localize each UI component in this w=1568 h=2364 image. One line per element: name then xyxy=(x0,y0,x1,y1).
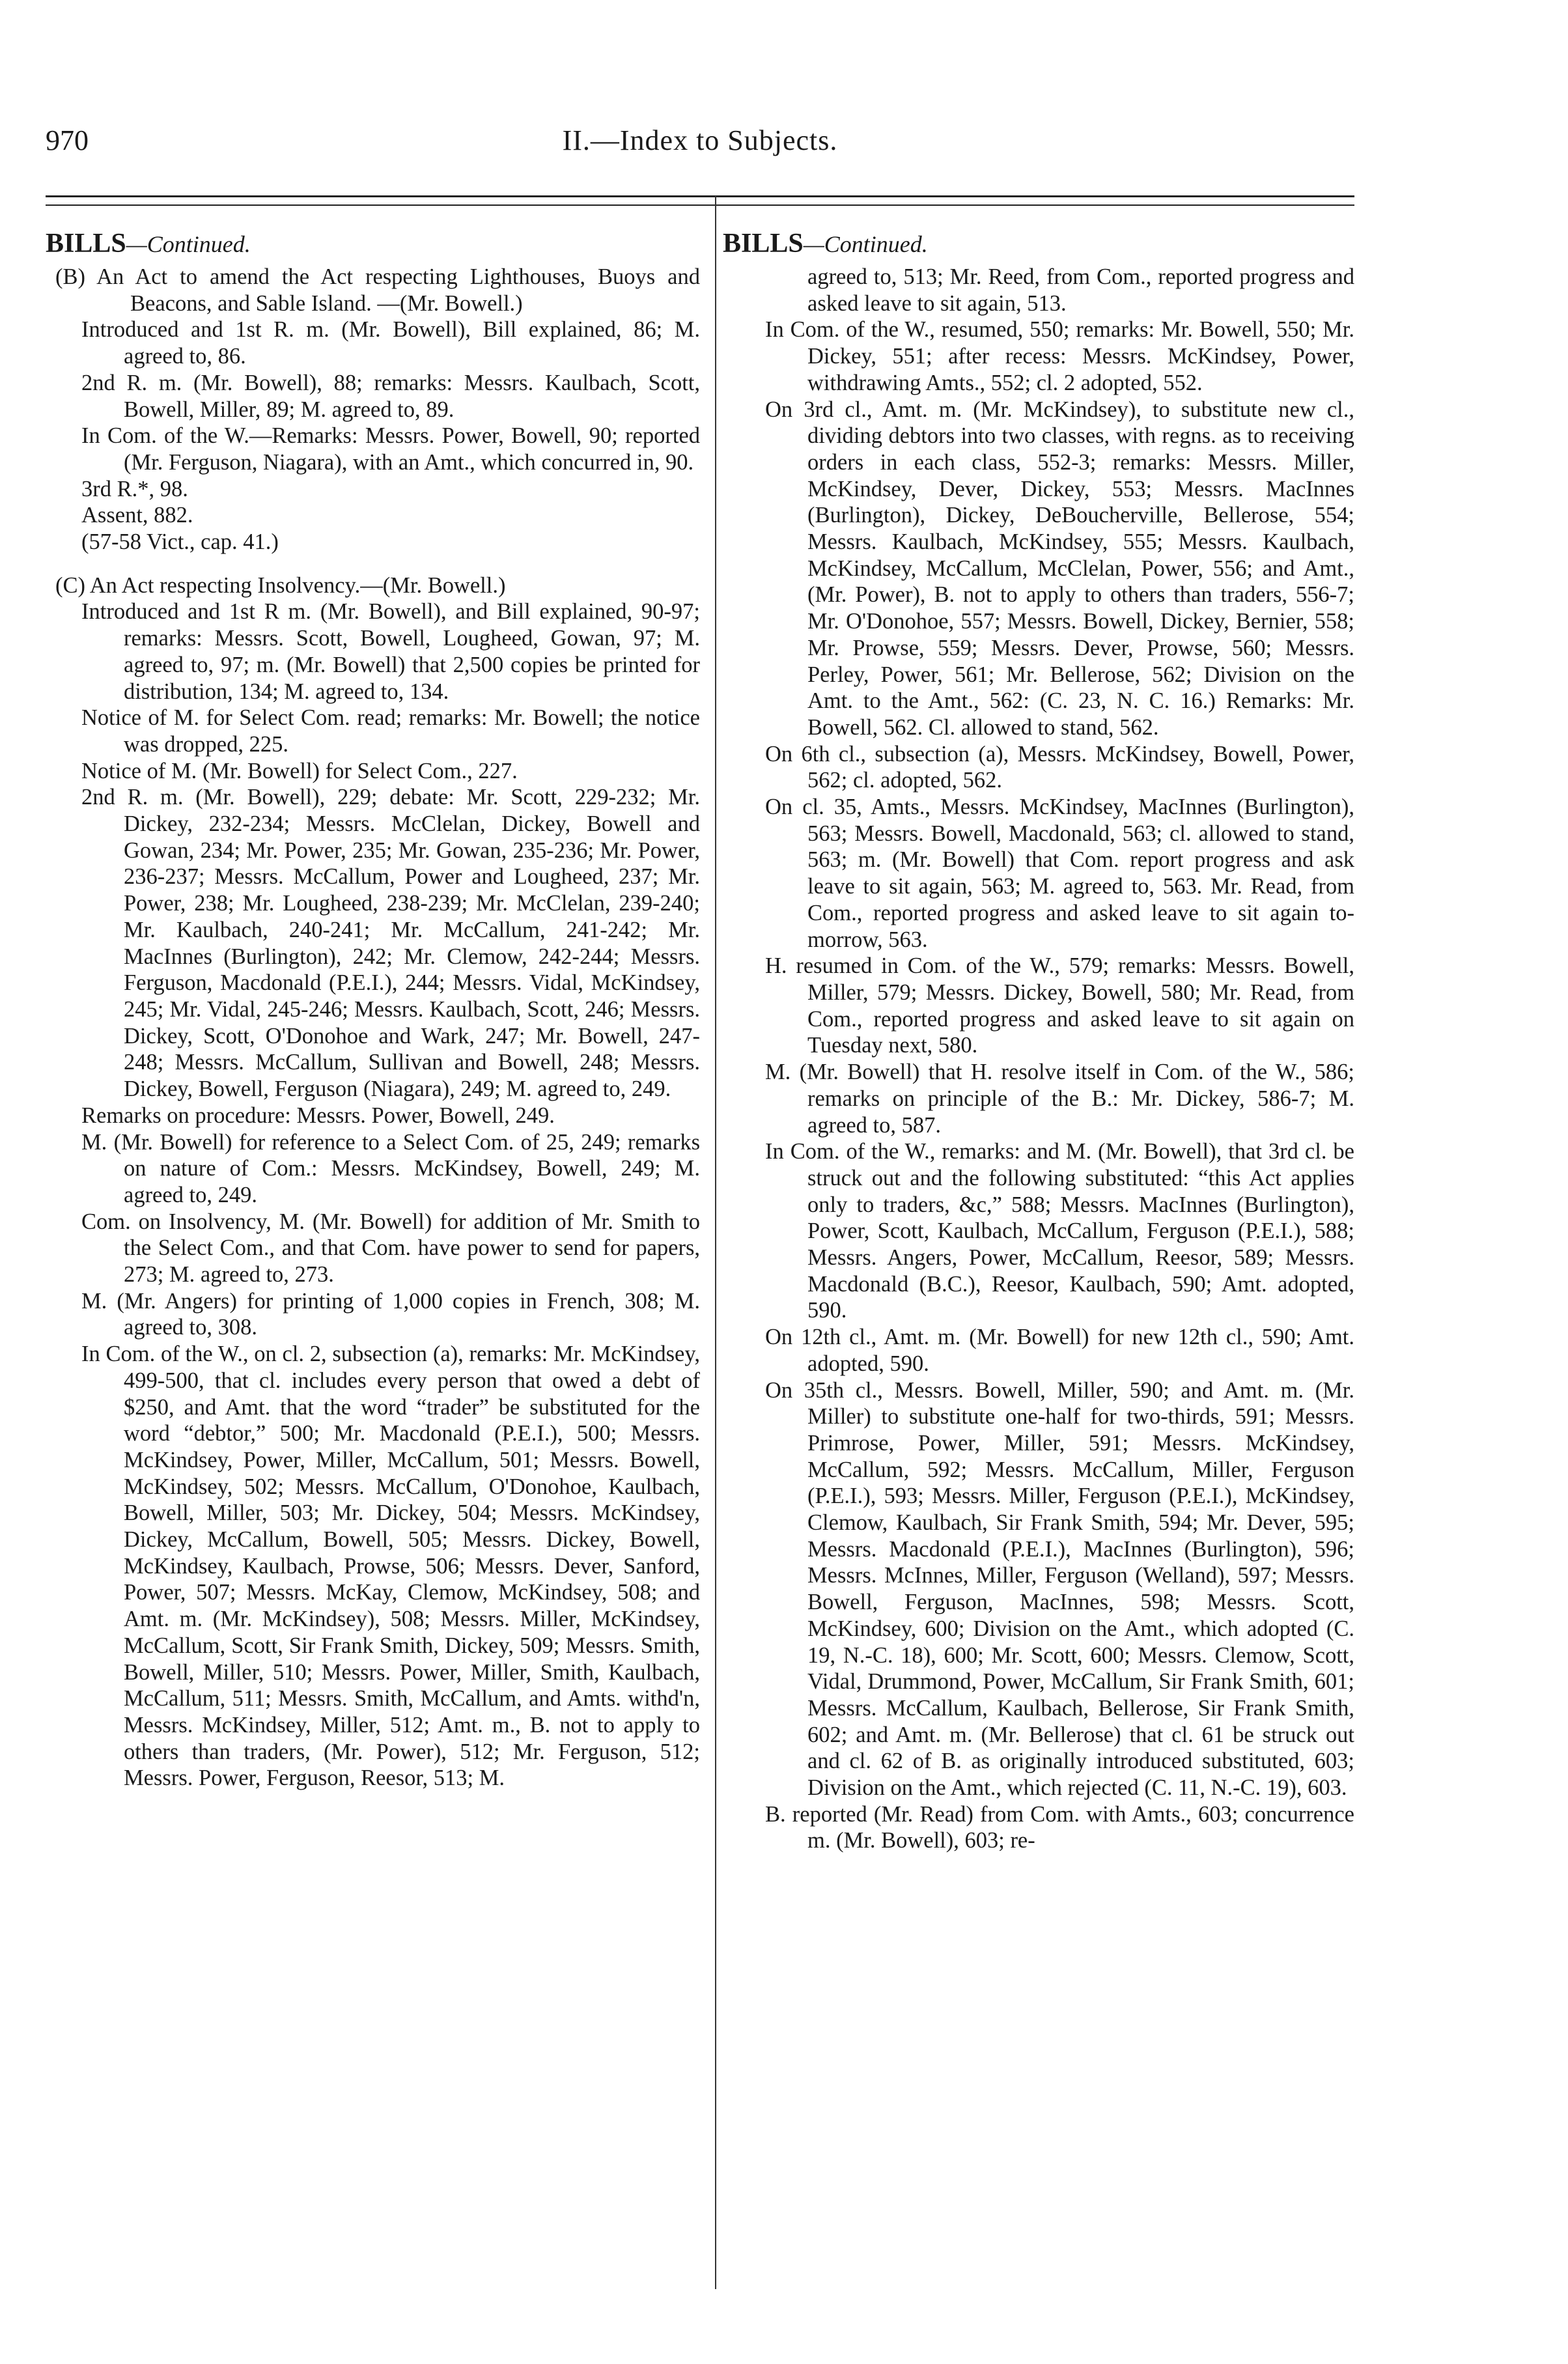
header-rule-double xyxy=(46,204,1354,206)
index-entry: On 12th cl., Amt. m. (Mr. Bowell) for new 12th cl., 590; Amt. adopted, 590. xyxy=(765,1325,1354,1376)
section-heading: BILLS—Continued. xyxy=(723,229,928,259)
index-entry: On cl. 35, Amts., Messrs. McKindsey, MacInnes (Burlington), 563; Messrs. Bowell, Macdonald, 563; cl. allowed to stand, 563; m. (Mr. Bowell) that Com. report progress and ask leave to sit again, 563; M. agreed to, 563. Mr. Read, from Com., reported progress and asked leave to sit again to-morrow, 563. xyxy=(765,795,1354,952)
index-entry: On 35th cl., Messrs. Bowell, Miller, 590; and Amt. m. (Mr. Miller) to substitute one-half for two-thirds, 591; Messrs. Primrose, Power, Miller, 591; Messrs. McKindsey, McCallum, 592; Messrs. McCallum, Miller, Ferguson (P.E.I.), 593; Messrs. Miller, Ferguson (P.E.I.), McKindsey, Clemow, Kaulbach, Sir Frank Smith, 594; Mr. Dever, 595; Messrs. Macdonald (P.E.I.), MacInnes (Burlington), 596; Messrs. McInnes, Miller, Ferguson (Welland), 597; Messrs. Bowell, Ferguson, MacInnes, 598; Messrs. Scott, McKindsey, 600; Division on the Amt., which adopted (C. 19, N.-C. 18), 600; Mr. Scott, 600; Messrs. Clemow, Scott, Vidal, Drummond, Power, McCallum, Sir Frank Smith, 601; Messrs. McCallum, Kaulbach, Bellerose, Sir Frank Smith, 602; and Amt. m. (Mr. Bellerose) that cl. 61 be struck out and cl. 62 of B. as originally introduced substituted, 603; Division on the Amt., which rejected (C. 11, N.-C. 19), 603. xyxy=(765,1377,1354,1801)
index-entry: Notice of M. (Mr. Bowell) for Select Com., 227. xyxy=(81,758,518,783)
index-entry: M. (Mr. Bowell) that H. resolve itself in Com. of the W., 586; remarks on principle of the B.: Mr. Dickey, 586-7; M. agreed to, 587. xyxy=(765,1060,1354,1138)
left-column xyxy=(46,228,700,1792)
column-divider xyxy=(715,195,716,2289)
index-entry: (C) An Act respecting Insolvency.—(Mr. Bowell.) xyxy=(55,572,506,598)
page-header xyxy=(46,124,1354,169)
index-entry: B. reported (Mr. Read) from Com. with Amts., 603; concurrence m. (Mr. Bowell), 603; re- xyxy=(765,1801,1354,1853)
index-entry-continuation: agreed to, 513; Mr. Reed, from Com., reported progress and asked leave to sit again, 513. xyxy=(807,264,1354,316)
index-entry: On 6th cl., subsection (a), Messrs. McKindsey, Bowell, Power, 562; cl. adopted, 562. xyxy=(765,741,1354,793)
page-title: II.—Index to Subjects. xyxy=(562,124,838,156)
header-rule xyxy=(46,195,1354,197)
index-entry: (57-58 Vict., cap. 41.) xyxy=(81,529,279,555)
index-entry: In Com. of the W.—Remarks: Messrs. Power, Bowell, 90; reported (Mr. Ferguson, Niagara), with an Amt., which concurred in, 90. xyxy=(81,423,700,475)
page-number: 970 xyxy=(46,124,89,156)
index-entry: In Com. of the W., resumed, 550; remarks: Mr. Bowell, 550; Mr. Dickey, 551; after recess: Messrs. McKindsey, Power, withdrawing Amts., 552; cl. 2 adopted, 552. xyxy=(765,317,1354,395)
index-entry: 3rd R.*, 98. xyxy=(81,476,188,501)
index-entry: Assent, 882. xyxy=(81,503,193,528)
index-entry: 2nd R. m. (Mr. Bowell), 88; remarks: Messrs. Kaulbach, Scott, Bowell, Miller, 89; M. agreed to, 89. xyxy=(81,370,700,422)
section-heading: BILLS—Continued. xyxy=(46,229,251,259)
index-entry: M. (Mr. Angers) for printing of 1,000 copies in French, 308; M. agreed to, 308. xyxy=(81,1288,700,1340)
right-column xyxy=(723,228,1354,1854)
index-entry: In Com. of the W., remarks: and M. (Mr. Bowell), that 3rd cl. be struck out and the following substituted: “this Act applies only to traders, &c,” 588; Messrs. MacInnes (Burlington), Power, Scott, Kaulbach, McCallum, Ferguson (P.E.I.), 588; Messrs. Angers, Power, McCallum, Reesor, 589; Messrs. Macdonald (B.C.), Reesor, Kaulbach, 590; Amt. adopted, 590. xyxy=(765,1139,1354,1323)
index-entry: Introduced and 1st R m. (Mr. Bowell), and Bill explained, 90-97; remarks: Messrs. Scott, Bowell, Lougheed, Gowan, 97; M. agreed to, 97; m. (Mr. Bowell) that 2,500 copies be printed for distribution, 134; M. agreed to, 134. xyxy=(81,599,700,704)
index-entry: (B) An Act to amend the Act respecting Lighthouses, Buoys and Beacons, and Sable Island. —(Mr. Bowell.) xyxy=(55,264,700,316)
index-entry: On 3rd cl., Amt. m. (Mr. McKindsey), to substitute new cl., dividing debtors into two classes, with regns. as to receiving orders in each class, 552-3; remarks: Messrs. Miller, McKindsey, Dever, Dickey, 553; Messrs. MacInnes (Burlington), Dickey, DeBoucherville, Bellerose, 554; Messrs. Kaulbach, McKindsey, 555; Messrs. Kaulbach, McKindsey, McCallum, McClelan, Power, 556; and Amt., (Mr. Power), B. not to apply to others than traders, 556-7; Mr. O'Donohoe, 557; Messrs. Bowell, Dickey, Bernier, 558; Mr. Prowse, 559; Messrs. Dever, Prowse, 560; Messrs. Perley, Power, 561; Mr. Bellerose, 562; Division on the Amt. to the Amt., 562: (C. 23, N. C. 16.) Remarks: Mr. Bowell, 562. Cl. allowed to stand, 562. xyxy=(765,397,1354,740)
index-entry: 2nd R. m. (Mr. Bowell), 229; debate: Mr. Scott, 229-232; Mr. Dickey, 232-234; Messrs. McClelan, Dickey, Bowell and Gowan, 234; Mr. Power, 235; Mr. Gowan, 235-236; Mr. Power, 236-237; Messrs. McCallum, Power and Lougheed, 237; Mr. Power, 238; Mr. Lougheed, 238-239; Mr. McClelan, 239-240; Mr. Kaulbach, 240-241; Mr. McCallum, 241-242; Mr. MacInnes (Burlington), 242; Mr. Clemow, 242-244; Messrs. Ferguson, Macdonald (P.E.I.), 244; Messrs. Vidal, McKindsey, 245; Mr. Vidal, 245-246; Messrs. Kaulbach, Scott, 246; Messrs. Dickey, Scott, O'Donohoe and Wark, 247; Mr. Bowell, 247-248; Messrs. McCallum, Sullivan and Bowell, 248; Messrs. Dickey, Bowell, Ferguson (Niagara), 249; M. agreed to, 249. xyxy=(81,785,700,1102)
index-entry: In Com. of the W., on cl. 2, subsection (a), remarks: Mr. McKindsey, 499-500, that cl. includes every person that owed a debt of $250, and Amt. that the word “trader” be substituted for the word “debtor,” 500; Mr. Macdonald (P.E.I.), 500; Messrs. McKindsey, Power, Miller, McCallum, 501; Messrs. Bowell, McKindsey, 502; Messrs. McCallum, O'Donohoe, Kaulbach, Bowell, Miller, 503; Mr. Dickey, 504; Messrs. McKindsey, Dickey, McCallum, Bowell, 505; Messrs. Dickey, Bowell, McKindsey, Kaulbach, Prowse, 506; Messrs. Dever, Sanford, Power, 507; Messrs. McKay, Clemow, McKindsey, 508; and Amt. m. (Mr. McKindsey), 508; Messrs. Miller, McKindsey, McCallum, Scott, Sir Frank Smith, Dickey, 509; Messrs. Smith, Bowell, Miller, 510; Messrs. Power, Miller, Smith, Kaulbach, McCallum, 511; Messrs. Smith, McCallum, and Amts. withd'n, Messrs. McKindsey, Miller, 512; Amt. m., B. not to apply to others than traders, (Mr. Power), 512; Mr. Ferguson, 512; Messrs. Power, Ferguson, Reesor, 513; M. xyxy=(81,1342,700,1791)
index-entry: Notice of M. for Select Com. read; remarks: Mr. Bowell; the notice was dropped, 225. xyxy=(81,705,700,757)
index-entry: H. resumed in Com. of the W., 579; remarks: Messrs. Bowell, Miller, 579; Messrs. Dickey, Bowell, 580; Mr. Read, from Com., reported progress and asked leave to sit again on Tuesday next, 580. xyxy=(765,953,1354,1058)
index-entry: Com. on Insolvency, M. (Mr. Bowell) for addition of Mr. Smith to the Select Com., and that Com. have power to send for papers, 273; M. agreed to, 273. xyxy=(81,1209,700,1288)
index-entry: Introduced and 1st R. m. (Mr. Bowell), Bill explained, 86; M. agreed to, 86. xyxy=(81,317,700,369)
index-entry: Remarks on procedure: Messrs. Power, Bowell, 249. xyxy=(81,1103,555,1128)
index-entry: M. (Mr. Bowell) for reference to a Select Com. of 25, 249; remarks on nature of Com.: Messrs. McKindsey, Bowell, 249; M. agreed to, 249. xyxy=(81,1129,700,1207)
